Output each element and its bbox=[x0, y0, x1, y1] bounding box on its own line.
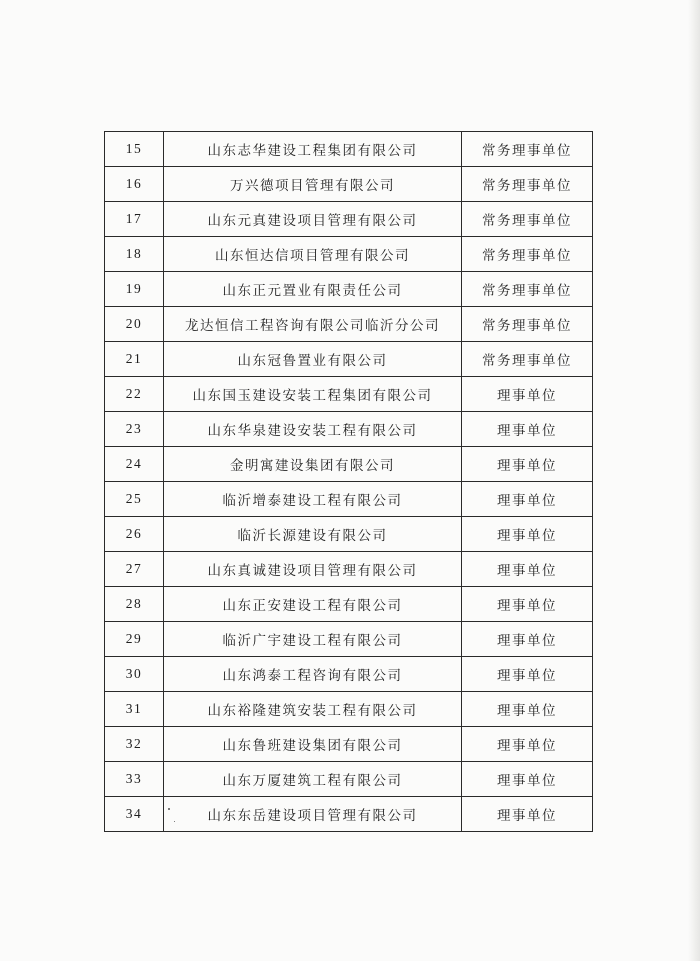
table-row bbox=[105, 797, 593, 832]
table-row bbox=[105, 587, 593, 622]
company-name-cell: 龙达恒信工程咨询有限公司临沂分公司 bbox=[164, 307, 462, 342]
company-name-cell: 临沂广宇建设工程有限公司 bbox=[164, 622, 462, 657]
table-row bbox=[105, 517, 593, 552]
scan-speck bbox=[174, 821, 175, 822]
company-name-cell: 山东华泉建设安装工程有限公司 bbox=[164, 412, 462, 447]
table-row bbox=[105, 377, 593, 412]
member-unit-table bbox=[104, 131, 593, 832]
table-row bbox=[105, 132, 593, 167]
table-row bbox=[105, 237, 593, 272]
table-row bbox=[105, 412, 593, 447]
company-name-cell: 山东东岳建设项目管理有限公司 bbox=[164, 797, 462, 832]
company-name-cell: 山东正元置业有限责任公司 bbox=[164, 272, 462, 307]
row-number-cell: 23 bbox=[105, 412, 164, 447]
row-number-cell: 17 bbox=[105, 202, 164, 237]
company-name-cell: 山东国玉建设安装工程集团有限公司 bbox=[164, 377, 462, 412]
table-row bbox=[105, 692, 593, 727]
row-number-cell: 24 bbox=[105, 447, 164, 482]
row-number-cell: 25 bbox=[105, 482, 164, 517]
member-level-cell: 理事单位 bbox=[462, 517, 593, 552]
table-row bbox=[105, 202, 593, 237]
company-name-cell: 山东万厦建筑工程有限公司 bbox=[164, 762, 462, 797]
row-number-cell: 27 bbox=[105, 552, 164, 587]
company-name-cell: 山东恒达信项目管理有限公司 bbox=[164, 237, 462, 272]
row-number-cell: 26 bbox=[105, 517, 164, 552]
member-level-cell: 理事单位 bbox=[462, 412, 593, 447]
page-edge-shadow bbox=[688, 0, 700, 961]
member-level-cell: 理事单位 bbox=[462, 762, 593, 797]
company-name-cell: 临沂长源建设有限公司 bbox=[164, 517, 462, 552]
member-level-cell: 常务理事单位 bbox=[462, 272, 593, 307]
member-level-cell: 理事单位 bbox=[462, 727, 593, 762]
company-name-cell: 山东志华建设工程集团有限公司 bbox=[164, 132, 462, 167]
table-row bbox=[105, 622, 593, 657]
table-row bbox=[105, 167, 593, 202]
row-number-cell: 22 bbox=[105, 377, 164, 412]
row-number-cell: 19 bbox=[105, 272, 164, 307]
member-level-cell: 常务理事单位 bbox=[462, 132, 593, 167]
member-level-cell: 理事单位 bbox=[462, 622, 593, 657]
member-level-cell: 理事单位 bbox=[462, 692, 593, 727]
company-name-cell: 临沂增泰建设工程有限公司 bbox=[164, 482, 462, 517]
company-name-cell: 山东冠鲁置业有限公司 bbox=[164, 342, 462, 377]
member-level-cell: 常务理事单位 bbox=[462, 167, 593, 202]
row-number-cell: 32 bbox=[105, 727, 164, 762]
scan-speck bbox=[168, 808, 170, 810]
company-name-cell: 山东裕隆建筑安装工程有限公司 bbox=[164, 692, 462, 727]
company-name-cell: 山东真诚建设项目管理有限公司 bbox=[164, 552, 462, 587]
table-row bbox=[105, 307, 593, 342]
row-number-cell: 15 bbox=[105, 132, 164, 167]
member-level-cell: 常务理事单位 bbox=[462, 237, 593, 272]
company-name-cell: 山东鲁班建设集团有限公司 bbox=[164, 727, 462, 762]
member-level-cell: 理事单位 bbox=[462, 587, 593, 622]
company-name-cell: 金明寓建设集团有限公司 bbox=[164, 447, 462, 482]
table-row bbox=[105, 342, 593, 377]
company-name-cell: 山东元真建设项目管理有限公司 bbox=[164, 202, 462, 237]
member-level-cell: 常务理事单位 bbox=[462, 342, 593, 377]
row-number-cell: 20 bbox=[105, 307, 164, 342]
member-level-cell: 理事单位 bbox=[462, 447, 593, 482]
row-number-cell: 34 bbox=[105, 797, 164, 832]
member-level-cell: 理事单位 bbox=[462, 377, 593, 412]
row-number-cell: 28 bbox=[105, 587, 164, 622]
table-row bbox=[105, 727, 593, 762]
company-name-cell: 山东鸿泰工程咨询有限公司 bbox=[164, 657, 462, 692]
company-name-cell: 山东正安建设工程有限公司 bbox=[164, 587, 462, 622]
row-number-cell: 31 bbox=[105, 692, 164, 727]
member-level-cell: 常务理事单位 bbox=[462, 202, 593, 237]
table-row bbox=[105, 657, 593, 692]
row-number-cell: 18 bbox=[105, 237, 164, 272]
member-level-cell: 理事单位 bbox=[462, 482, 593, 517]
company-name-cell: 万兴德项目管理有限公司 bbox=[164, 167, 462, 202]
table-body bbox=[105, 132, 593, 832]
row-number-cell: 33 bbox=[105, 762, 164, 797]
table-row bbox=[105, 272, 593, 307]
table-row bbox=[105, 447, 593, 482]
table-row bbox=[105, 552, 593, 587]
table-row bbox=[105, 482, 593, 517]
member-level-cell: 理事单位 bbox=[462, 797, 593, 832]
member-level-cell: 常务理事单位 bbox=[462, 307, 593, 342]
member-level-cell: 理事单位 bbox=[462, 552, 593, 587]
row-number-cell: 21 bbox=[105, 342, 164, 377]
row-number-cell: 29 bbox=[105, 622, 164, 657]
row-number-cell: 30 bbox=[105, 657, 164, 692]
table-row bbox=[105, 762, 593, 797]
member-level-cell: 理事单位 bbox=[462, 657, 593, 692]
row-number-cell: 16 bbox=[105, 167, 164, 202]
